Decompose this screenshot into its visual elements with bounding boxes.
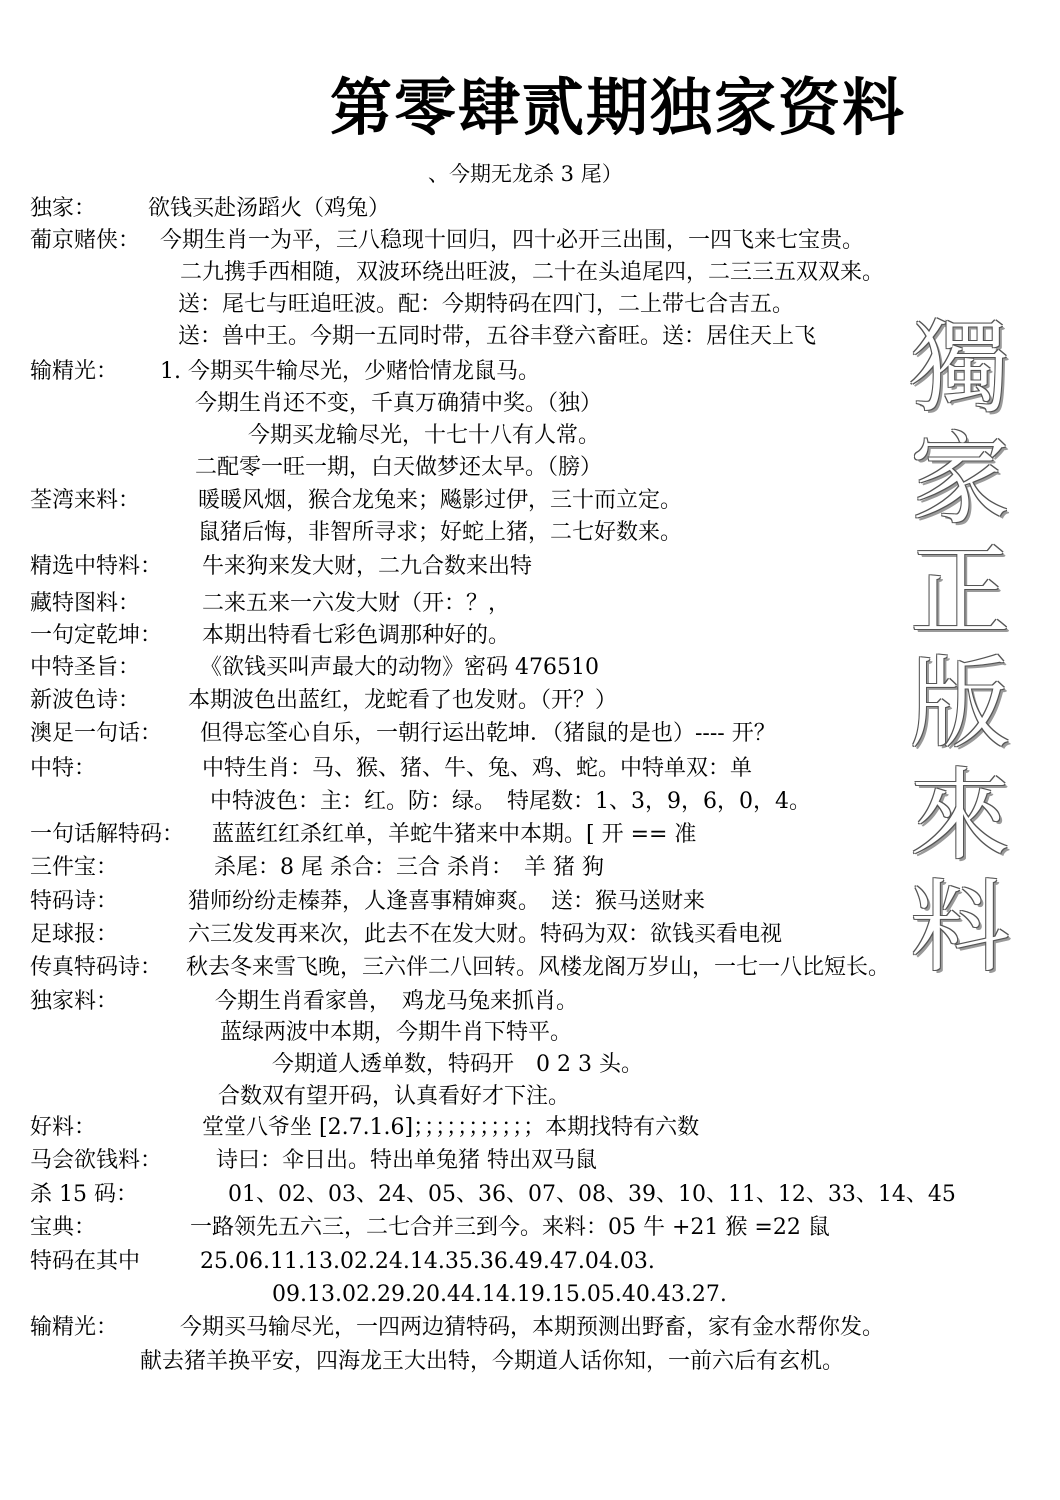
section-label: 中特圣旨： xyxy=(30,655,141,680)
section-label: 荃湾来料： xyxy=(30,488,141,513)
watermark-char: 獨 xyxy=(910,309,1010,426)
watermark-char: 正 xyxy=(910,533,1010,650)
section-line: 秋去冬来雪飞晚，三六伴二八回转。风楼龙阁万岁山，一七一八比短长。 xyxy=(186,955,891,980)
section-label: 输精光： xyxy=(30,359,119,384)
section-line: 欲钱买赴汤蹈火（鸡兔） xyxy=(148,196,391,221)
section-line: 今期买马输尽光，一四两边猜特码，本期预测出野畜，家有金水帮你发。 xyxy=(180,1315,885,1340)
watermark-char: 家 xyxy=(910,421,1010,538)
section-label: 一句话解特码： xyxy=(30,822,185,847)
section-line: 中特生肖：马、猴、猪、牛、兔、鸡、蛇。中特单双：单 xyxy=(202,756,753,781)
section-label: 藏特图料： xyxy=(30,591,141,616)
watermark-char: 版 xyxy=(910,645,1010,762)
section-label: 宝典： xyxy=(30,1215,97,1240)
section-label: 好料： xyxy=(30,1115,97,1140)
section-label: 中特： xyxy=(30,756,97,781)
section-line: 鼠猪后悔，非智所寻求；好蛇上猪，二七好数来。 xyxy=(198,520,683,545)
watermark-char: 來 xyxy=(910,757,1010,874)
section-line: 二九携手西相随，双波环绕出旺波，二十在头追尾四，二三三五双双来。 xyxy=(180,260,885,285)
section-line: 送：兽中王。今期一五同时带，五谷丰登六畜旺。送：居住天上飞 xyxy=(178,324,817,349)
page-subtitle: 、今期无龙杀 3 尾） xyxy=(428,162,623,186)
section-line: 二来五来一六发大财（开：？， xyxy=(202,591,511,616)
watermark xyxy=(900,309,1020,986)
section-label: 新波色诗： xyxy=(30,688,141,713)
watermark-char: 料 xyxy=(910,869,1010,986)
section-line: 中特波色：主：红。防：绿。 特尾数：1、3，9，6，0，4。 xyxy=(210,789,811,814)
section-label: 精选中特料： xyxy=(30,554,163,579)
section-line: 一路领先五六三，二七合并三到今。来料：05 牛 +21 猴 =22 鼠 xyxy=(190,1215,830,1240)
section-line: 今期买龙输尽光，十七十八有人常。 xyxy=(248,423,601,448)
section-line: 蓝绿两波中本期，今期牛肖下特平。 xyxy=(220,1020,573,1045)
section-label: 特码诗： xyxy=(30,889,119,914)
section-line: 六三发发再来次，此去不在发大财。特码为双：欲钱买看电视 xyxy=(188,922,783,947)
page-title: 第零肆贰期独家资料 xyxy=(330,71,907,144)
section-line: 09.13.02.29.20.44.14.19.15.05.40.43.27. xyxy=(272,1282,727,1307)
section-line: 送：尾七与旺追旺波。配：今期特码在四门，二上带七合吉五。 xyxy=(178,292,795,317)
section-label: 独家料： xyxy=(30,989,119,1014)
section-line: 今期道人透单数，特码开 0 2 3 头。 xyxy=(272,1052,643,1077)
section-line: 今期生肖看家兽， 鸡龙马兔来抓肖。 xyxy=(215,989,579,1014)
section-line: 二配零一旺一期，白天做梦还太早。（膀） xyxy=(195,455,603,480)
section-label: 特码在其中 xyxy=(30,1249,141,1274)
section-line: 本期出特看七彩色调那种好的。 xyxy=(202,623,511,648)
section-label: 独家： xyxy=(30,196,97,221)
section-line: 献去猪羊换平安，四海龙王大出特，今期道人话你知，一前六后有玄机。 xyxy=(140,1349,845,1374)
section-label: 足球报： xyxy=(30,922,119,947)
section-line: 25.06.11.13.02.24.14.35.36.49.47.04.03. xyxy=(200,1249,655,1274)
section-line: 但得忘筌心自乐，一朝行运出乾坤．（猪鼠的是也）---- 开？ xyxy=(200,721,776,746)
section-line: 今期生肖一为平，三八稳现十回归，四十必开三出围，一四飞来七宝贵。 xyxy=(160,228,865,253)
section-line: 1. 今期买牛输尽光，少赌恰情龙鼠马。 xyxy=(160,359,540,384)
section-line: 堂堂八爷坐 [2.7.1.6]；；；；；；；；；；；本期找特有六数 xyxy=(202,1115,700,1140)
section-label: 输精光： xyxy=(30,1315,119,1340)
section-line: 合数双有望开码，认真看好才下注。 xyxy=(218,1084,571,1109)
section-line: 杀尾：8 尾 杀合：三合 杀肖： 羊 猪 狗 xyxy=(214,855,604,880)
section-label: 传真特码诗： xyxy=(30,955,163,980)
section-label: 马会欲钱料： xyxy=(30,1148,163,1173)
section-line: 今期生肖还不变，千真万确猜中奖。（独） xyxy=(195,391,603,416)
section-line: 牛来狗来发大财，二九合数来出特 xyxy=(202,554,533,579)
section-label: 杀 15 码： xyxy=(30,1182,138,1207)
section-line: 蓝蓝红红杀红单，羊蛇牛猪来中本期。[ 开 == 准 xyxy=(212,822,697,847)
section-line: 猎师纷纷走榛莽，人逢喜事精婶爽。 送：猴马送财来 xyxy=(188,889,706,914)
section-label: 一句定乾坤： xyxy=(30,623,163,648)
section-label: 三件宝： xyxy=(30,855,119,880)
section-line: 本期波色出蓝红，龙蛇看了也发财。（开？） xyxy=(188,688,618,713)
section-label: 澳足一句话： xyxy=(30,721,163,746)
section-line: 《欲钱买叫声最大的动物》密码 476510 xyxy=(200,655,599,680)
section-line: 诗曰：伞日出。特出单兔猪 特出双马鼠 xyxy=(216,1148,597,1173)
section-line: 01、02、03、24、05、36、07、08、39、10、11、12、33、14、45 xyxy=(228,1182,956,1207)
section-line: 暖暖风烟，猴合龙兔来；飚影过伊，三十而立定。 xyxy=(198,488,683,513)
section-label: 葡京赌侠： xyxy=(30,228,141,253)
